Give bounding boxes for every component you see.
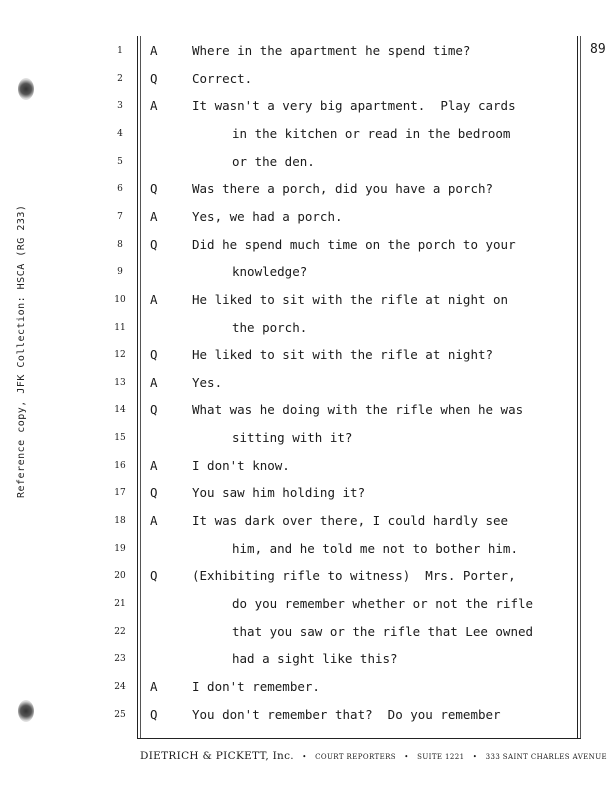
line-number: 23 bbox=[114, 654, 126, 665]
line-text: He liked to sit with the rifle at night? bbox=[192, 347, 494, 363]
speaker-label: Q bbox=[150, 485, 158, 501]
speaker-label: A bbox=[150, 291, 158, 307]
line-number: 22 bbox=[114, 626, 126, 637]
line-number: 17 bbox=[114, 488, 126, 499]
footer-address: 333 SAINT CHARLES AVENUE bbox=[485, 753, 608, 761]
line-number: 20 bbox=[114, 571, 126, 582]
line-text: Yes, we had a porch. bbox=[192, 208, 343, 224]
line-text: Was there a porch, did you have a porch? bbox=[192, 181, 494, 197]
line-number: 15 bbox=[114, 433, 126, 444]
line-number: 7 bbox=[117, 211, 123, 222]
speaker-label: A bbox=[150, 208, 158, 224]
line-number: 1 bbox=[117, 46, 123, 56]
line-text: had a sight like this? bbox=[232, 651, 398, 667]
line-text: You don't remember that? Do you remember bbox=[192, 706, 501, 722]
line-text: sitting with it? bbox=[232, 430, 353, 446]
side-reference-label: Reference copy, JFK Collection: HSCA (RG 233) bbox=[16, 204, 27, 498]
speaker-label: Q bbox=[150, 347, 158, 363]
footer-firm: DIETRICH & PICKETT, Inc. bbox=[140, 750, 294, 762]
transcript-line bbox=[0, 456, 612, 476]
line-number: 10 bbox=[114, 294, 126, 305]
line-number: 3 bbox=[117, 101, 123, 112]
line-text: What was he doing with the rifle when he was bbox=[192, 402, 524, 418]
line-text: I don't know. bbox=[192, 457, 290, 473]
speaker-label: A bbox=[150, 43, 158, 58]
transcript-line bbox=[0, 124, 612, 144]
line-text: I don't remember. bbox=[192, 678, 320, 694]
line-number: 21 bbox=[114, 599, 126, 609]
frame-bottom-border bbox=[137, 738, 581, 739]
line-number: 19 bbox=[114, 543, 126, 554]
speaker-label: A bbox=[150, 513, 158, 529]
line-number: 16 bbox=[114, 460, 126, 471]
speaker-label: A bbox=[150, 678, 158, 694]
speaker-label: A bbox=[150, 98, 158, 114]
transcript-line bbox=[0, 179, 612, 199]
line-text: him, and he told me not to bother him. bbox=[232, 540, 518, 556]
transcript-line bbox=[0, 235, 612, 255]
speaker-label: Q bbox=[150, 706, 158, 722]
speaker-label: A bbox=[150, 374, 158, 390]
footer-role: COURT REPORTERS bbox=[315, 753, 396, 761]
line-text: Correct. bbox=[192, 70, 253, 86]
speaker-label: Q bbox=[150, 568, 158, 584]
transcript-line bbox=[0, 207, 612, 227]
footer-bullet: • bbox=[472, 753, 478, 761]
transcript-line bbox=[0, 705, 612, 725]
line-number: 12 bbox=[114, 350, 126, 361]
transcript-line bbox=[0, 41, 612, 61]
line-number: 24 bbox=[114, 681, 126, 692]
transcript-line bbox=[0, 483, 612, 503]
transcript-line bbox=[0, 677, 612, 697]
transcript-line bbox=[0, 290, 612, 310]
line-text: Yes. bbox=[192, 374, 223, 390]
line-number: 6 bbox=[117, 184, 123, 195]
line-number: 14 bbox=[114, 405, 126, 416]
transcript-line bbox=[0, 649, 612, 669]
line-text: the porch. bbox=[232, 319, 308, 335]
transcript-line bbox=[0, 511, 612, 531]
line-text: do you remember whether or not the rifle bbox=[232, 596, 534, 611]
line-number: 2 bbox=[117, 73, 123, 84]
transcript-line bbox=[0, 69, 612, 89]
line-text: or the den. bbox=[232, 153, 315, 169]
page-number: 89 bbox=[590, 42, 606, 57]
speaker-label: A bbox=[150, 457, 158, 473]
line-text: Did he spend much time on the porch to your bbox=[192, 236, 516, 252]
line-text: knowledge? bbox=[232, 264, 308, 280]
transcript-line bbox=[0, 373, 612, 393]
footer-suite: SUITE 1221 bbox=[417, 753, 465, 761]
line-text: (Exhibiting rifle to witness) Mrs. Porter, bbox=[192, 568, 516, 584]
speaker-label: Q bbox=[150, 236, 158, 252]
transcript-line bbox=[0, 318, 612, 338]
transcript-line bbox=[0, 400, 612, 420]
line-number: 5 bbox=[117, 156, 123, 167]
transcript-line bbox=[0, 539, 612, 559]
line-number: 11 bbox=[114, 322, 126, 333]
transcript-line bbox=[0, 594, 612, 614]
line-text: that you saw or the rifle that Lee owned bbox=[232, 623, 534, 639]
transcript-line bbox=[0, 566, 612, 586]
footer-bullet: • bbox=[302, 753, 307, 761]
line-number: 25 bbox=[114, 709, 126, 720]
line-text: He liked to sit with the rifle at night on bbox=[192, 291, 509, 307]
line-text: Where in the apartment he spend time? bbox=[192, 43, 471, 58]
speaker-label: Q bbox=[150, 70, 158, 86]
line-number: 18 bbox=[114, 516, 126, 527]
transcript-line bbox=[0, 345, 612, 365]
line-number: 9 bbox=[117, 267, 123, 278]
footer bbox=[140, 750, 608, 762]
line-text: You saw him holding it? bbox=[192, 485, 366, 501]
transcript-line bbox=[0, 152, 612, 172]
line-number: 8 bbox=[117, 239, 123, 250]
line-number: 4 bbox=[117, 128, 123, 139]
transcript-line bbox=[0, 262, 612, 282]
line-number: 13 bbox=[114, 377, 126, 388]
footer-bullet: • bbox=[404, 753, 409, 761]
transcript-line bbox=[0, 96, 612, 116]
transcript-line bbox=[0, 428, 612, 448]
transcript-line bbox=[0, 622, 612, 642]
speaker-label: Q bbox=[150, 402, 158, 418]
line-text: It was dark over there, I could hardly see bbox=[192, 513, 509, 529]
line-text: in the kitchen or read in the bedroom bbox=[232, 125, 511, 141]
speaker-label: Q bbox=[150, 181, 158, 197]
line-text: It wasn't a very big apartment. Play cards bbox=[192, 98, 516, 114]
